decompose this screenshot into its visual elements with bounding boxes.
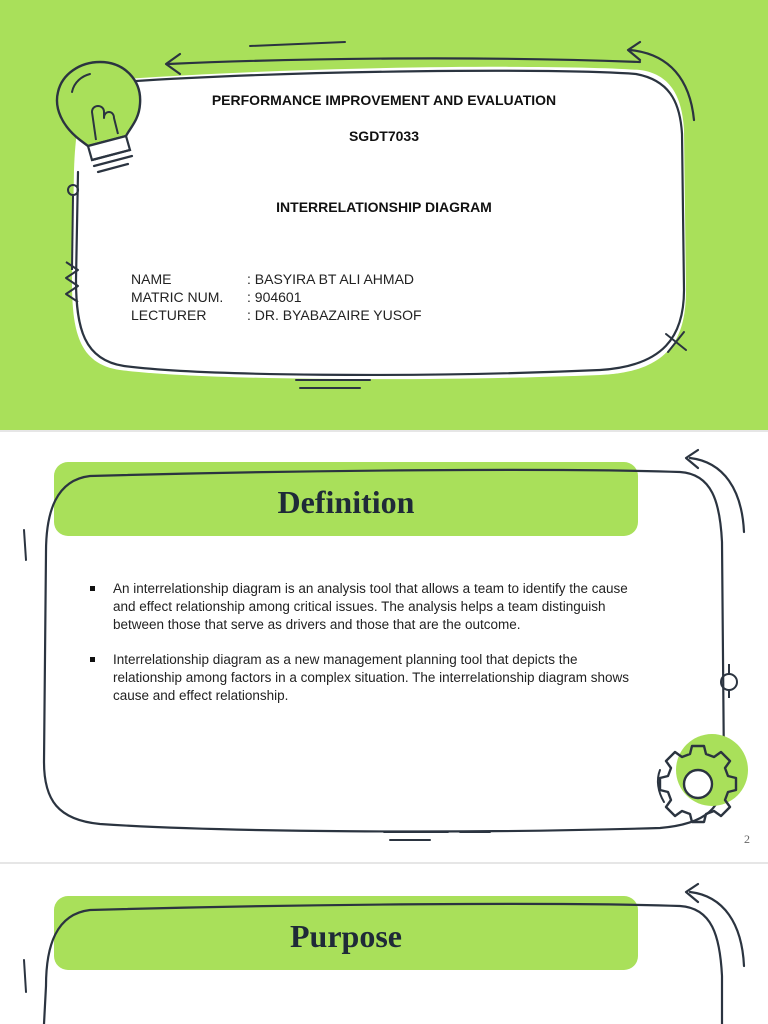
info-value: : BASYIRA BT ALI AHMAD — [247, 271, 415, 287]
list-item — [90, 651, 635, 705]
page-number: 2 — [744, 832, 750, 846]
info-value: : 904601 — [247, 289, 302, 305]
bullet-text: An interrelationship diagram is an analysis tool that allows a team to identify the cause and effect relationship among critical issues. The analysis helps a team distinguish between those that serve as drivers and those that are the outcome. — [113, 581, 628, 632]
info-value: : DR. BYABAZAIRE YUSOF — [247, 307, 422, 323]
info-row-matric — [131, 288, 302, 306]
definition-slide — [0, 432, 768, 864]
definition-heading: Definition — [277, 484, 415, 520]
diagram-title: INTERRELATIONSHIP DIAGRAM — [276, 199, 492, 215]
info-row-lecturer — [131, 306, 422, 324]
arrow-icon — [686, 450, 744, 532]
course-title: PERFORMANCE IMPROVEMENT AND EVALUATION — [211, 92, 557, 108]
definition-bullets — [90, 580, 635, 722]
arrow-icon — [686, 884, 744, 966]
purpose-heading: Purpose — [290, 918, 402, 954]
list-item — [90, 580, 635, 634]
purpose-slide — [0, 864, 768, 1024]
bullet-marker — [90, 586, 95, 591]
info-label: MATRIC NUM. — [131, 289, 224, 305]
info-label: LECTURER — [131, 307, 207, 323]
bullet-marker — [90, 657, 95, 662]
title-slide — [0, 0, 768, 432]
bullet-text: Interrelationship diagram as a new management planning tool that depicts the relationship among factors in a complex situation. The interrelationship diagram shows cause and effect relationship. — [113, 652, 630, 703]
info-label: NAME — [131, 271, 172, 287]
course-code: SGDT7033 — [348, 128, 420, 144]
info-row-name — [131, 270, 414, 288]
title-slide-decoration — [0, 0, 768, 432]
